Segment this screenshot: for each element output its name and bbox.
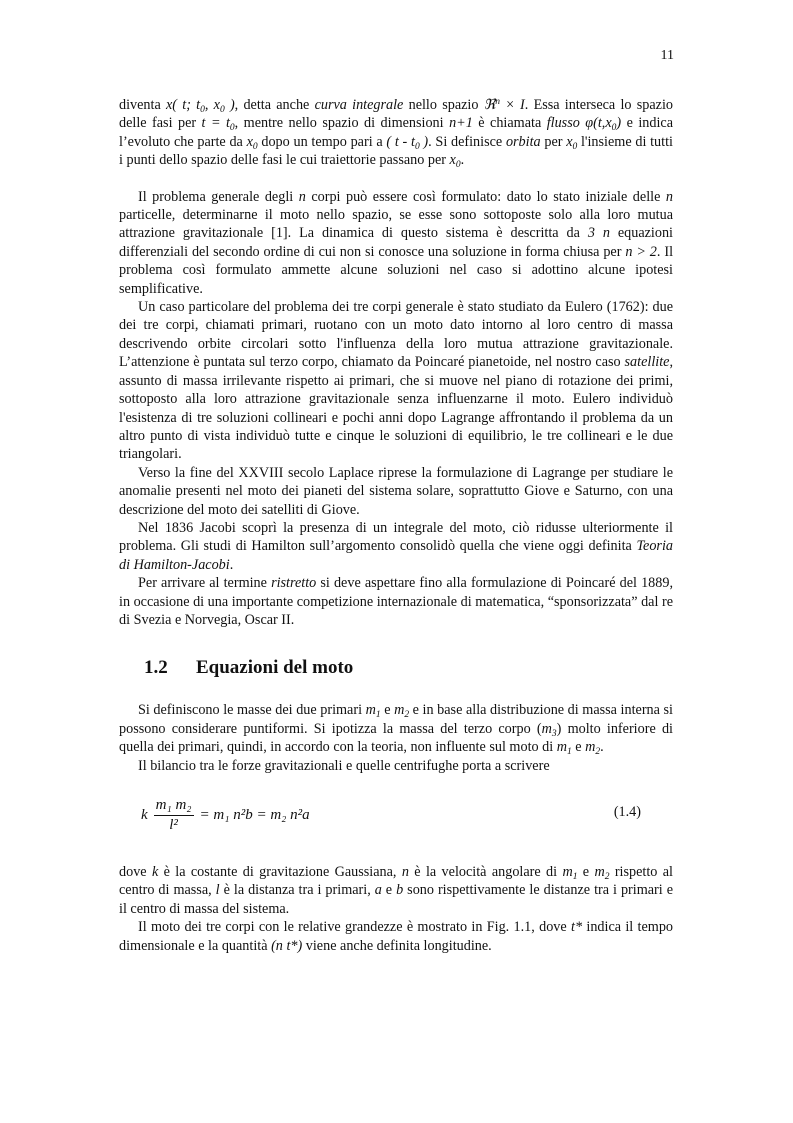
text-run: l	[215, 882, 220, 899]
text-run: m	[365, 702, 376, 719]
equation-rhs: = m₁ n²b = m₂ n²a	[199, 807, 310, 824]
equation-denominator: l²	[169, 817, 178, 833]
section-heading	[119, 657, 673, 679]
text-run: .	[229, 556, 234, 573]
text-run: × I	[500, 97, 525, 113]
text-run: 3 n	[587, 225, 610, 242]
text-run: m	[562, 864, 573, 880]
text-run: m	[541, 720, 552, 737]
text-run: , x	[204, 97, 220, 113]
text-run: Il problema generale degli	[138, 188, 299, 205]
text-run: Il moto dei tre corpi con le relative grandezze è mostrato in Fig. 1.1, dove	[138, 919, 572, 936]
text-run: 1	[572, 872, 578, 882]
text-run: Il bilancio tra le forze gravitazionali e quelle centrifughe porta a scrivere	[138, 757, 550, 774]
section-number: 1.2	[144, 657, 168, 679]
section-paragraphs	[119, 701, 673, 775]
text-run: 0	[229, 123, 235, 134]
text-run: e	[571, 739, 586, 756]
text-run: particelle, determinarne il moto nello spazio, se esse sono sottoposte solo alla loro mutua attrazione gravitazionale [1]. La dinamica di questo sistema è descritta da	[119, 207, 673, 242]
text-run: n > 2	[625, 243, 657, 260]
text-run: . Essa interseca lo spazio delle fasi per	[119, 97, 673, 132]
text-run: 0	[572, 141, 578, 152]
text-run: 0	[455, 160, 461, 171]
text-run: 2	[604, 872, 610, 882]
text-run: . Il problema così formulato ammette alcune soluzioni nel caso si adottino alcune ipotesi semplificative.	[119, 243, 674, 297]
paragraph-p2	[119, 188, 673, 298]
text-run: satellite	[624, 354, 670, 371]
text-run: m	[394, 702, 405, 719]
paragraph-p7	[119, 701, 673, 756]
explanation-paragraphs	[119, 863, 673, 955]
equation-1-4	[119, 791, 673, 843]
text-run: )	[616, 115, 622, 132]
text-run: 3	[551, 728, 557, 739]
page-number: 11	[660, 48, 674, 63]
text-run: è chiamata	[472, 115, 547, 132]
text-run: 1	[566, 747, 572, 758]
text-run: equazioni differenziali del secondo ordine di cui non si conosce una soluzione in forma chiusa per	[119, 225, 673, 260]
text-run: 0	[611, 123, 617, 134]
text-run: .	[600, 739, 604, 756]
text-run: k	[151, 864, 159, 880]
equation-numerator: m₁ m₂	[154, 797, 194, 816]
text-run: è la velocità angolare di	[408, 864, 563, 880]
paragraph-p4	[119, 464, 673, 519]
equation-body	[141, 797, 310, 834]
paragraph-p10	[119, 918, 673, 955]
page-body	[119, 96, 673, 955]
text-run: m	[585, 739, 596, 756]
text-run: ristretto	[271, 575, 317, 592]
text-run: ℜ	[483, 97, 496, 113]
text-run: n	[401, 864, 409, 880]
text-run: n	[495, 97, 500, 107]
text-run: , mentre nello spazio di dimensioni	[234, 115, 450, 132]
text-run: )	[224, 97, 235, 113]
text-run: e	[380, 702, 395, 719]
text-run: e	[381, 882, 397, 899]
text-run: )	[419, 133, 429, 150]
text-run: t = t	[201, 115, 230, 132]
text-run: viene anche definita longitudine.	[302, 937, 492, 954]
text-run: è la costante di gravitazione Gaussiana,	[158, 864, 402, 880]
text-run: rispetto al centro di massa,	[119, 864, 673, 899]
text-run: è la distanza tra i primari,	[219, 882, 375, 899]
text-run: Un caso particolare del problema dei tre corpi generale è stato studiato da Eulero (1762): due dei tre corpi, chiamati primari, ruotano con un moto dato intorno al loro centro di massa descrivendo orbite circolari sotto l'influenza della loro mutua attrazione gravitazionale. L’attenzione è puntata sul terzo corpo, chiamato da Poincaré pianetoide, nel nostro caso	[119, 299, 673, 371]
text-run: Si definiscono le masse dei due primari	[138, 702, 366, 719]
text-run: φ(t,x	[585, 115, 612, 132]
text-run: n+1	[449, 115, 473, 132]
section-title: Equazioni del moto	[196, 657, 354, 679]
text-run: Per arrivare al termine	[138, 575, 272, 592]
text-run: orbita	[505, 133, 541, 150]
text-run: x	[246, 133, 253, 150]
paragraph-p3	[119, 298, 673, 464]
text-run: x	[566, 133, 573, 150]
text-run: Nel 1836 Jacobi scoprì la presenza di un integrale del moto, ciò ridusse ulteriormente il problema. Gli studi di Hamilton sull’argomento consolidò quella che viene oggi definita	[119, 519, 673, 555]
text-run: indica il tempo dimensionale e la quantità	[119, 919, 674, 954]
text-run: b	[396, 882, 404, 899]
text-run: flusso	[546, 115, 580, 132]
paragraph-p1	[119, 96, 673, 170]
equation-fraction	[154, 797, 194, 834]
text-run: a	[374, 882, 382, 899]
text-run: sono rispettivamente le distanze tra i primari e il centro di massa del sistema.	[119, 882, 673, 917]
text-run: Verso la fine del XXVIII secolo Laplace riprese la formulazione di Lagrange per studiare le anomalie presenti nel moto dei pianeti del sistema solare, soprattutto Giove e Saturno, con una descrizione del moto dei satelliti di Giove.	[119, 464, 673, 518]
text-run: t*	[571, 919, 583, 936]
text-run: e	[577, 864, 595, 880]
text-run: x( t; t	[166, 97, 201, 113]
text-run: curva integrale	[314, 97, 404, 113]
paragraph-p9	[119, 863, 673, 918]
equation-label: (1.4)	[613, 804, 641, 820]
text-run: dopo un tempo pari a	[257, 133, 387, 150]
text-run: .	[460, 152, 465, 169]
equation-coefficient: k	[141, 807, 148, 824]
text-run: Teoria di Hamilton-Jacobi	[119, 538, 673, 573]
paragraph-p5	[119, 519, 673, 574]
text-run: 1	[375, 710, 381, 721]
text-run: 2	[595, 747, 601, 758]
text-run: si deve aspettare fino alla formulazione di Poincaré del 1889, in occasione di una importante competizione internazionale di matematica, “sponsorizzata” dal re di Svezia e Norvegia, Oscar II.	[119, 575, 673, 628]
text-run: ) molto inferiore di quella dei primari, quindi, in accordo con la teoria, non influente sul moto di	[119, 720, 673, 756]
text-run: 0	[414, 141, 420, 152]
text-run: m	[556, 739, 567, 756]
text-run: (n t*)	[271, 937, 303, 954]
text-run: , detta anche	[234, 97, 315, 113]
text-run: dove	[119, 864, 152, 880]
text-run: , assunto di massa irrilevante rispetto ai primari, che si muove nel piano di rotazione dei primi, sottoposto alla loro attrazione gravitazionale senza influenzarne il moto. Eulero individuò l'esistenza di tre soluzioni collineari e pochi anni dopo Lagrange affrontando il problema da un altro punto di vista individuò tutte e cinque le soluzioni di equilibrio, le tre collineari e le due triangolari.	[119, 354, 673, 463]
text-run: m	[594, 864, 605, 880]
text-run: 2	[404, 710, 410, 721]
text-run: x	[449, 152, 456, 169]
text-run: corpi può essere così formulato: dato lo stato iniziale delle	[305, 188, 666, 205]
text-run: n	[665, 188, 673, 205]
text-run: 0	[200, 105, 205, 115]
text-run: l'insieme di tutti i punti dello spazio delle fasi le cui traiettorie passano per	[119, 133, 673, 169]
text-run: diventa	[119, 97, 166, 113]
text-run: e indica l’evoluto che parte da	[119, 115, 674, 150]
text-run: 0	[252, 141, 258, 152]
text-run: ( t - t	[386, 133, 415, 150]
intro-paragraphs	[119, 96, 673, 629]
paragraph-p6	[119, 574, 673, 629]
paragraph-p8	[119, 757, 673, 775]
text-run: e in base alla distribuzione di massa interna si possono considerare puntiformi. Si ipotizza la massa del terzo corpo (	[119, 702, 673, 737]
text-run: per	[540, 133, 567, 150]
text-run: n	[298, 188, 306, 205]
text-run: nello spazio	[403, 97, 484, 113]
text-run: 0	[219, 105, 225, 115]
text-run: . Si definisce	[428, 133, 506, 150]
